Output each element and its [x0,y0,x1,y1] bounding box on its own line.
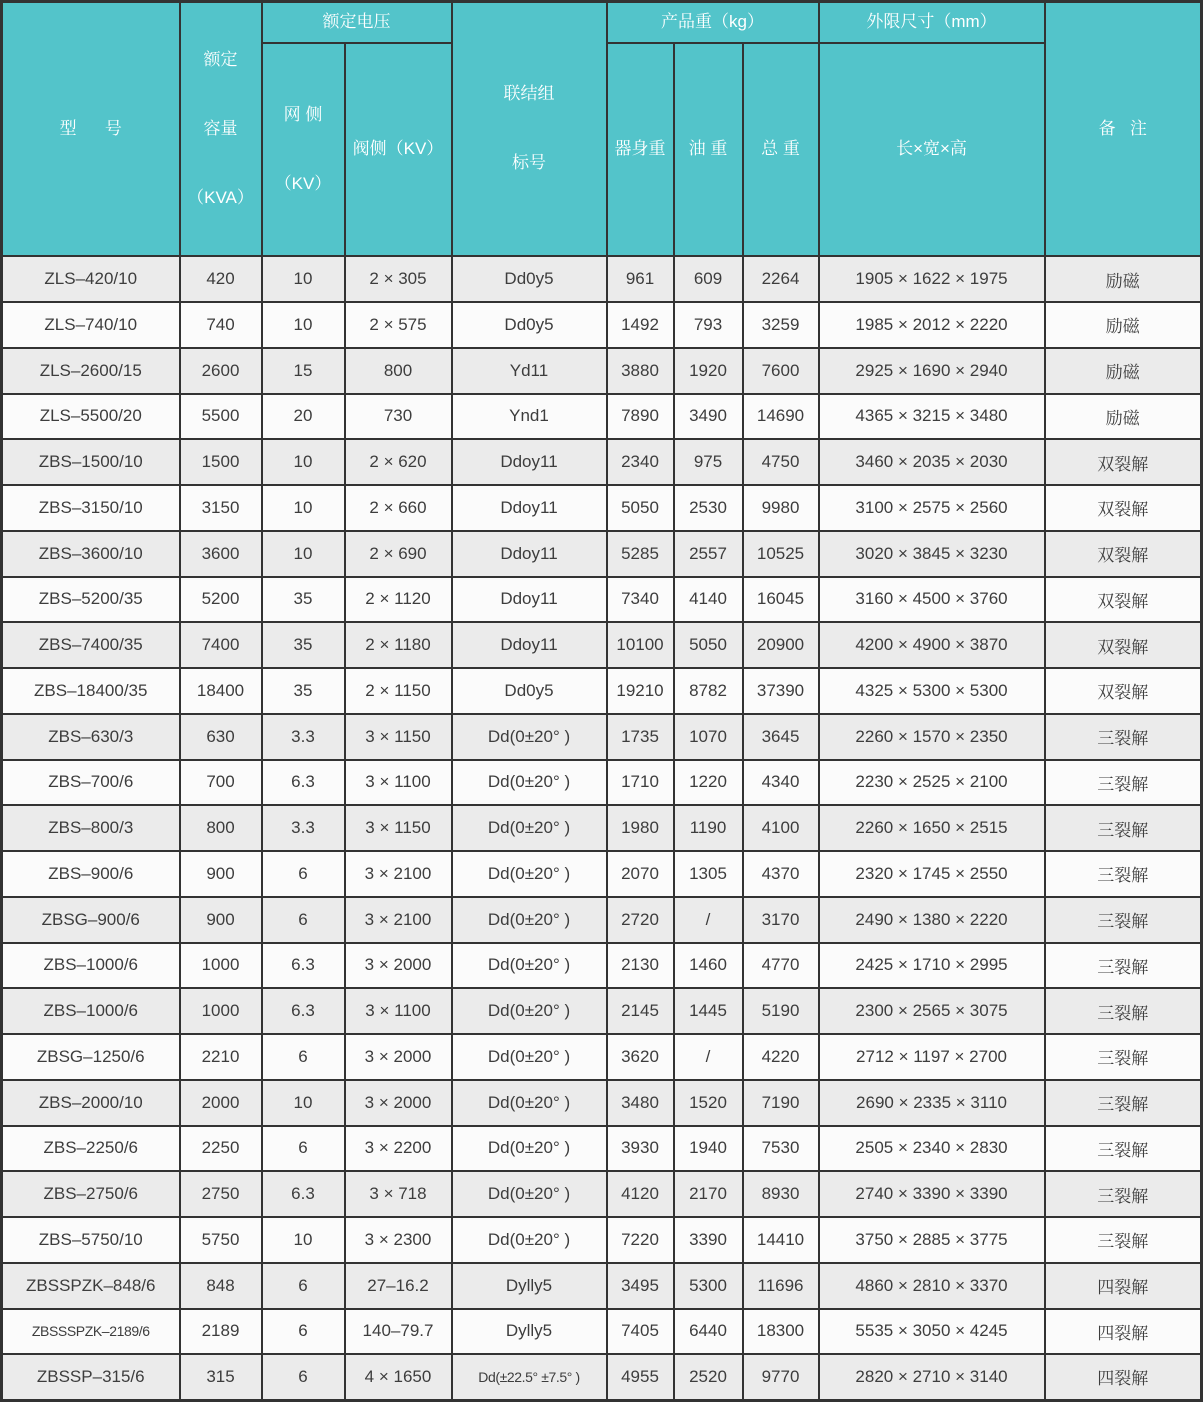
cell-connection-group: Dd(0±20° ) [452,851,607,897]
table-row [2,805,1202,851]
cell-dimensions: 2260 × 1650 × 2515 [819,805,1045,851]
table-row [2,1034,1202,1080]
cell-total-weight: 7190 [743,1080,819,1126]
cell-body-weight: 10100 [607,622,674,668]
cell-total-weight: 4770 [743,943,819,989]
cell-oil-weight: 2530 [674,485,743,531]
cell-oil-weight: 4140 [674,577,743,623]
cell-model: ZBS–7400/35 [2,622,180,668]
cell-remarks: 三裂解 [1045,1080,1202,1126]
table-row [2,256,1202,302]
cell-body-weight: 5285 [607,531,674,577]
cell-model: ZLS–2600/15 [2,348,180,394]
cell-oil-weight: 2557 [674,531,743,577]
cell-remarks: 双裂解 [1045,439,1202,485]
cell-connection-group: Dd0y5 [452,256,607,302]
cell-body-weight: 3480 [607,1080,674,1126]
table-row [2,1309,1202,1355]
cell-model: ZBS–18400/35 [2,668,180,714]
cell-remarks: 三裂解 [1045,897,1202,943]
cell-total-weight: 18300 [743,1309,819,1355]
cell-model: ZBS–1500/10 [2,439,180,485]
cell-body-weight: 7890 [607,394,674,440]
cell-capacity-kva: 315 [180,1354,262,1400]
cell-body-weight: 3930 [607,1126,674,1172]
cell-capacity-kva: 2600 [180,348,262,394]
cell-body-weight: 3495 [607,1263,674,1309]
cell-remarks: 双裂解 [1045,577,1202,623]
col-header-rated-voltage-group: 额定电压 [262,2,452,43]
cell-body-weight: 7405 [607,1309,674,1355]
cell-valve-side-kv: 3 × 718 [345,1171,452,1217]
cell-total-weight: 3259 [743,302,819,348]
cell-capacity-kva: 5500 [180,394,262,440]
cell-remarks: 三裂解 [1045,851,1202,897]
cell-grid-side-kv: 20 [262,394,345,440]
cell-grid-side-kv: 10 [262,302,345,348]
cell-body-weight: 19210 [607,668,674,714]
cell-connection-group: Dylly5 [452,1309,607,1355]
cell-capacity-kva: 18400 [180,668,262,714]
cell-connection-group: Dd0y5 [452,302,607,348]
cell-dimensions: 2300 × 2565 × 3075 [819,988,1045,1034]
cell-connection-group: Dd(0±20° ) [452,760,607,806]
cell-model: ZBS–1000/6 [2,943,180,989]
cell-connection-group: Ynd1 [452,394,607,440]
table-row [2,531,1202,577]
col-header-dimensions-group: 外限尺寸（mm） [819,2,1045,43]
table-row [2,348,1202,394]
cell-body-weight: 961 [607,256,674,302]
cell-total-weight: 4340 [743,760,819,806]
cell-remarks: 三裂解 [1045,714,1202,760]
table-row [2,1263,1202,1309]
cell-connection-group: Ddoy11 [452,577,607,623]
col-header-valve-side: 阀侧（KV） [345,43,452,256]
cell-remarks: 三裂解 [1045,1171,1202,1217]
cell-model: ZBS–2250/6 [2,1126,180,1172]
table-row [2,394,1202,440]
cell-oil-weight: 2520 [674,1354,743,1400]
cell-capacity-kva: 1000 [180,988,262,1034]
cell-total-weight: 16045 [743,577,819,623]
cell-total-weight: 2264 [743,256,819,302]
cell-grid-side-kv: 6 [262,1263,345,1309]
cell-grid-side-kv: 6.3 [262,1171,345,1217]
table-row [2,988,1202,1034]
col-header-dimensions-sub: 长×宽×高 [819,43,1045,256]
table-row [2,577,1202,623]
cell-total-weight: 7600 [743,348,819,394]
cell-valve-side-kv: 140–79.7 [345,1309,452,1355]
cell-total-weight: 4100 [743,805,819,851]
cell-valve-side-kv: 3 × 1100 [345,988,452,1034]
cell-capacity-kva: 848 [180,1263,262,1309]
cell-capacity-kva: 2000 [180,1080,262,1126]
cell-valve-side-kv: 800 [345,348,452,394]
cell-oil-weight: 1220 [674,760,743,806]
table-row [2,1171,1202,1217]
cell-dimensions: 5535 × 3050 × 4245 [819,1309,1045,1355]
col-header-connection-line1: 联结组 [503,84,555,104]
cell-body-weight: 4955 [607,1354,674,1400]
cell-oil-weight: 793 [674,302,743,348]
col-header-weight-group: 产品重（kg） [607,2,819,43]
cell-connection-group: Dd(0±20° ) [452,943,607,989]
cell-oil-weight: 6440 [674,1309,743,1355]
cell-model: ZBS–3600/10 [2,531,180,577]
cell-valve-side-kv: 730 [345,394,452,440]
cell-dimensions: 2505 × 2340 × 2830 [819,1126,1045,1172]
cell-total-weight: 14410 [743,1217,819,1263]
table-row [2,439,1202,485]
cell-grid-side-kv: 10 [262,1217,345,1263]
cell-model: ZBS–2000/10 [2,1080,180,1126]
cell-body-weight: 7340 [607,577,674,623]
cell-total-weight: 8930 [743,1171,819,1217]
cell-valve-side-kv: 3 × 2200 [345,1126,452,1172]
cell-connection-group: Ddoy11 [452,531,607,577]
table-row [2,1080,1202,1126]
cell-oil-weight: 5300 [674,1263,743,1309]
cell-grid-side-kv: 6.3 [262,988,345,1034]
table-row [2,943,1202,989]
cell-grid-side-kv: 15 [262,348,345,394]
cell-total-weight: 9770 [743,1354,819,1400]
cell-remarks: 励磁 [1045,256,1202,302]
cell-capacity-kva: 5200 [180,577,262,623]
cell-oil-weight: 1920 [674,348,743,394]
cell-total-weight: 3645 [743,714,819,760]
cell-capacity-kva: 800 [180,805,262,851]
cell-oil-weight: 975 [674,439,743,485]
cell-model: ZBS–1000/6 [2,988,180,1034]
cell-valve-side-kv: 2 × 1150 [345,668,452,714]
cell-model: ZBS–5200/35 [2,577,180,623]
cell-valve-side-kv: 2 × 620 [345,439,452,485]
cell-dimensions: 2690 × 2335 × 3110 [819,1080,1045,1126]
cell-model: ZBS–800/3 [2,805,180,851]
cell-capacity-kva: 900 [180,897,262,943]
cell-oil-weight: 1305 [674,851,743,897]
cell-valve-side-kv: 2 × 690 [345,531,452,577]
cell-body-weight: 2720 [607,897,674,943]
cell-body-weight: 2340 [607,439,674,485]
cell-total-weight: 10525 [743,531,819,577]
cell-valve-side-kv: 2 × 1120 [345,577,452,623]
cell-valve-side-kv: 3 × 2000 [345,1034,452,1080]
cell-dimensions: 4860 × 2810 × 3370 [819,1263,1045,1309]
cell-total-weight: 4220 [743,1034,819,1080]
cell-dimensions: 2320 × 1745 × 2550 [819,851,1045,897]
cell-remarks: 三裂解 [1045,943,1202,989]
cell-model: ZBS–900/6 [2,851,180,897]
cell-capacity-kva: 7400 [180,622,262,668]
cell-grid-side-kv: 10 [262,1080,345,1126]
col-header-remarks: 备 注 [1045,2,1202,257]
cell-valve-side-kv: 2 × 1180 [345,622,452,668]
cell-remarks: 三裂解 [1045,1126,1202,1172]
cell-valve-side-kv: 3 × 1150 [345,714,452,760]
table-row [2,897,1202,943]
cell-oil-weight: 1070 [674,714,743,760]
cell-valve-side-kv: 3 × 2100 [345,851,452,897]
table-row [2,622,1202,668]
cell-valve-side-kv: 3 × 2000 [345,943,452,989]
cell-valve-side-kv: 3 × 2000 [345,1080,452,1126]
cell-remarks: 双裂解 [1045,531,1202,577]
cell-capacity-kva: 1000 [180,943,262,989]
cell-dimensions: 3160 × 4500 × 3760 [819,577,1045,623]
cell-body-weight: 2130 [607,943,674,989]
cell-valve-side-kv: 3 × 2300 [345,1217,452,1263]
cell-oil-weight: 3490 [674,394,743,440]
cell-connection-group: Dd(0±20° ) [452,714,607,760]
cell-grid-side-kv: 3.3 [262,805,345,851]
cell-dimensions: 1985 × 2012 × 2220 [819,302,1045,348]
cell-body-weight: 1492 [607,302,674,348]
cell-grid-side-kv: 6 [262,851,345,897]
table-row [2,1217,1202,1263]
cell-capacity-kva: 900 [180,851,262,897]
cell-oil-weight: 5050 [674,622,743,668]
cell-grid-side-kv: 6 [262,1354,345,1400]
cell-model: ZLS–740/10 [2,302,180,348]
cell-remarks: 四裂解 [1045,1354,1202,1400]
table-row [2,714,1202,760]
col-header-body-weight: 器身重 [607,43,674,256]
cell-remarks: 励磁 [1045,394,1202,440]
cell-model: ZLS–420/10 [2,256,180,302]
cell-connection-group: Ddoy11 [452,622,607,668]
cell-oil-weight: 2170 [674,1171,743,1217]
cell-oil-weight: 1445 [674,988,743,1034]
cell-connection-group: Dd(0±20° ) [452,805,607,851]
cell-model: ZBS–630/3 [2,714,180,760]
cell-capacity-kva: 1500 [180,439,262,485]
cell-remarks: 励磁 [1045,302,1202,348]
cell-total-weight: 5190 [743,988,819,1034]
cell-capacity-kva: 5750 [180,1217,262,1263]
cell-remarks: 三裂解 [1045,805,1202,851]
cell-dimensions: 3460 × 2035 × 2030 [819,439,1045,485]
cell-model: ZBSSSPZK–2189/6 [2,1309,180,1355]
cell-remarks: 双裂解 [1045,485,1202,531]
cell-model: ZBS–3150/10 [2,485,180,531]
table-body [2,256,1202,1400]
cell-capacity-kva: 420 [180,256,262,302]
cell-valve-side-kv: 2 × 305 [345,256,452,302]
cell-connection-group: Dd(0±20° ) [452,988,607,1034]
cell-dimensions: 2820 × 2710 × 3140 [819,1354,1045,1400]
cell-model: ZBSG–1250/6 [2,1034,180,1080]
cell-dimensions: 2740 × 3390 × 3390 [819,1171,1045,1217]
cell-grid-side-kv: 10 [262,485,345,531]
cell-dimensions: 2490 × 1380 × 2220 [819,897,1045,943]
cell-capacity-kva: 2189 [180,1309,262,1355]
cell-oil-weight: 1190 [674,805,743,851]
cell-grid-side-kv: 10 [262,531,345,577]
cell-remarks: 三裂解 [1045,988,1202,1034]
cell-grid-side-kv: 6.3 [262,943,345,989]
cell-grid-side-kv: 10 [262,256,345,302]
cell-body-weight: 4120 [607,1171,674,1217]
col-header-total-weight: 总 重 [743,43,819,256]
cell-grid-side-kv: 35 [262,622,345,668]
cell-total-weight: 11696 [743,1263,819,1309]
cell-grid-side-kv: 35 [262,668,345,714]
cell-valve-side-kv: 2 × 660 [345,485,452,531]
cell-total-weight: 9980 [743,485,819,531]
cell-body-weight: 2070 [607,851,674,897]
cell-connection-group: Dd(±22.5° ±7.5° ) [452,1354,607,1400]
cell-connection-group: Dd(0±20° ) [452,1126,607,1172]
cell-dimensions: 2230 × 2525 × 2100 [819,760,1045,806]
table-row [2,302,1202,348]
cell-remarks: 四裂解 [1045,1309,1202,1355]
cell-grid-side-kv: 35 [262,577,345,623]
cell-remarks: 三裂解 [1045,760,1202,806]
cell-capacity-kva: 700 [180,760,262,806]
cell-body-weight: 1980 [607,805,674,851]
cell-body-weight: 1710 [607,760,674,806]
cell-total-weight: 20900 [743,622,819,668]
table-row [2,851,1202,897]
cell-capacity-kva: 3600 [180,531,262,577]
cell-remarks: 双裂解 [1045,668,1202,714]
cell-total-weight: 7530 [743,1126,819,1172]
cell-model: ZBSSP–315/6 [2,1354,180,1400]
cell-valve-side-kv: 2 × 575 [345,302,452,348]
cell-grid-side-kv: 3.3 [262,714,345,760]
cell-dimensions: 4200 × 4900 × 3870 [819,622,1045,668]
cell-total-weight: 37390 [743,668,819,714]
cell-oil-weight: / [674,897,743,943]
col-header-grid-side-line1: 网 侧 [283,104,323,124]
cell-model: ZBSG–900/6 [2,897,180,943]
cell-model: ZBS–700/6 [2,760,180,806]
cell-connection-group: Ddoy11 [452,485,607,531]
cell-dimensions: 2925 × 1690 × 2940 [819,348,1045,394]
cell-grid-side-kv: 10 [262,439,345,485]
cell-oil-weight: 1940 [674,1126,743,1172]
cell-total-weight: 3170 [743,897,819,943]
cell-model: ZBS–2750/6 [2,1171,180,1217]
cell-body-weight: 1735 [607,714,674,760]
cell-remarks: 励磁 [1045,348,1202,394]
cell-connection-group: Dd(0±20° ) [452,1217,607,1263]
cell-valve-side-kv: 4 × 1650 [345,1354,452,1400]
cell-oil-weight: / [674,1034,743,1080]
cell-grid-side-kv: 6 [262,1034,345,1080]
col-header-capacity-line2: 容量 [203,118,238,138]
cell-dimensions: 3750 × 2885 × 3775 [819,1217,1045,1263]
cell-total-weight: 4750 [743,439,819,485]
col-header-grid-side [262,43,345,256]
cell-capacity-kva: 740 [180,302,262,348]
table-row [2,1354,1202,1400]
cell-body-weight: 7220 [607,1217,674,1263]
cell-oil-weight: 3390 [674,1217,743,1263]
cell-oil-weight: 1460 [674,943,743,989]
cell-oil-weight: 609 [674,256,743,302]
col-header-grid-side-line2: （KV） [274,173,332,193]
cell-dimensions: 2260 × 1570 × 2350 [819,714,1045,760]
col-header-capacity-line1: 额定 [203,49,238,69]
cell-connection-group: Dd0y5 [452,668,607,714]
cell-connection-group: Dd(0±20° ) [452,1034,607,1080]
cell-dimensions: 1905 × 1622 × 1975 [819,256,1045,302]
cell-dimensions: 4365 × 3215 × 3480 [819,394,1045,440]
cell-dimensions: 4325 × 5300 × 5300 [819,668,1045,714]
cell-capacity-kva: 2210 [180,1034,262,1080]
cell-grid-side-kv: 6 [262,897,345,943]
cell-body-weight: 3880 [607,348,674,394]
cell-dimensions: 2425 × 1710 × 2995 [819,943,1045,989]
header-row-top [2,2,1202,43]
cell-valve-side-kv: 3 × 1100 [345,760,452,806]
cell-valve-side-kv: 27–16.2 [345,1263,452,1309]
cell-dimensions: 3020 × 3845 × 3230 [819,531,1045,577]
cell-remarks: 三裂解 [1045,1034,1202,1080]
cell-body-weight: 2145 [607,988,674,1034]
cell-capacity-kva: 2750 [180,1171,262,1217]
cell-connection-group: Dd(0±20° ) [452,1171,607,1217]
cell-capacity-kva: 2250 [180,1126,262,1172]
cell-valve-side-kv: 3 × 2100 [345,897,452,943]
cell-total-weight: 4370 [743,851,819,897]
col-header-model: 型 号 [2,2,180,257]
cell-body-weight: 5050 [607,485,674,531]
table-row [2,668,1202,714]
cell-model: ZBSSPZK–848/6 [2,1263,180,1309]
col-header-connection-group [452,2,607,257]
cell-grid-side-kv: 6 [262,1126,345,1172]
col-header-capacity-line3: （KVA） [187,187,254,207]
cell-oil-weight: 1520 [674,1080,743,1126]
cell-connection-group: Yd11 [452,348,607,394]
cell-connection-group: Dylly5 [452,1263,607,1309]
cell-model: ZBS–5750/10 [2,1217,180,1263]
table-row [2,485,1202,531]
cell-dimensions: 3100 × 2575 × 2560 [819,485,1045,531]
col-header-capacity [180,2,262,257]
cell-grid-side-kv: 6 [262,1309,345,1355]
cell-remarks: 三裂解 [1045,1217,1202,1263]
cell-oil-weight: 8782 [674,668,743,714]
cell-remarks: 双裂解 [1045,622,1202,668]
cell-model: ZLS–5500/20 [2,394,180,440]
cell-valve-side-kv: 3 × 1150 [345,805,452,851]
cell-remarks: 四裂解 [1045,1263,1202,1309]
cell-capacity-kva: 3150 [180,485,262,531]
col-header-oil-weight: 油 重 [674,43,743,256]
cell-body-weight: 3620 [607,1034,674,1080]
cell-dimensions: 2712 × 1197 × 2700 [819,1034,1045,1080]
col-header-connection-line2: 标号 [512,153,546,173]
table-row [2,1126,1202,1172]
cell-connection-group: Dd(0±20° ) [452,897,607,943]
table-header [2,2,1202,257]
cell-connection-group: Dd(0±20° ) [452,1080,607,1126]
cell-connection-group: Ddoy11 [452,439,607,485]
cell-total-weight: 14690 [743,394,819,440]
cell-grid-side-kv: 6.3 [262,760,345,806]
table-row [2,760,1202,806]
cell-capacity-kva: 630 [180,714,262,760]
